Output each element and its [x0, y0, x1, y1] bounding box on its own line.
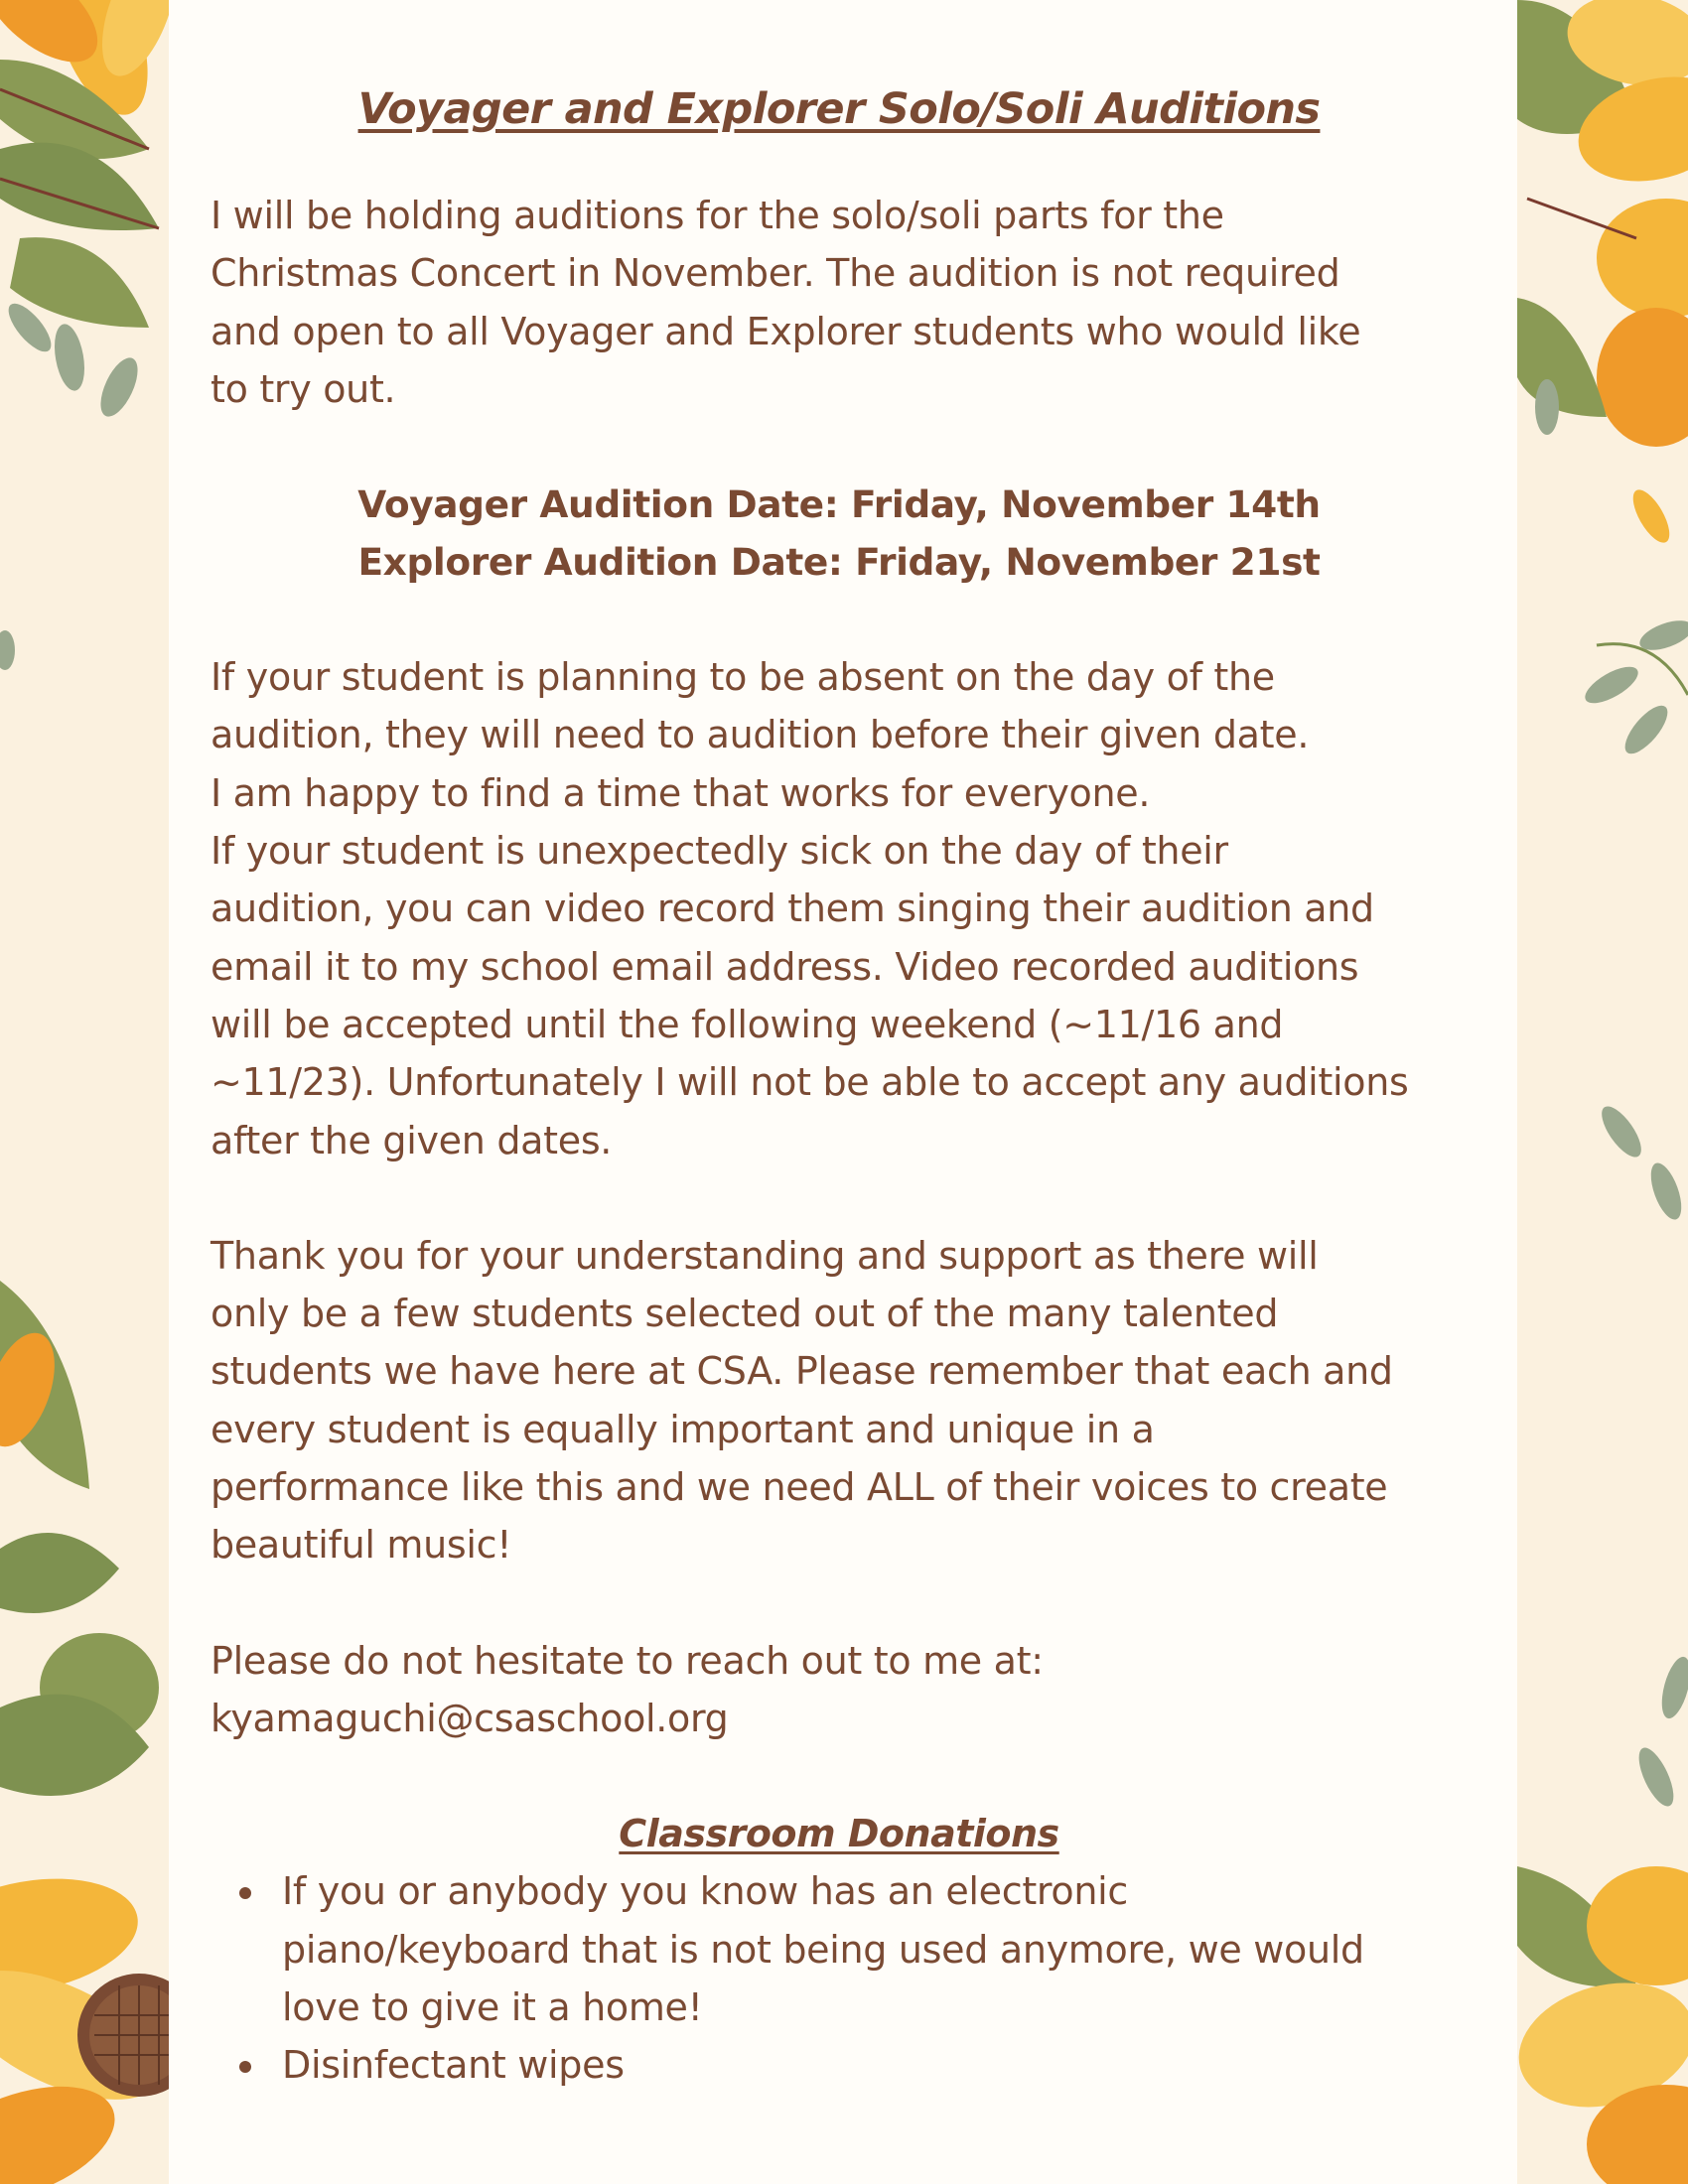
- paragraph-line: Christmas Concert in November. The audition is not required: [211, 251, 1340, 296]
- paragraph-line: audition, you can video record them singing their audition and: [211, 887, 1374, 931]
- list-item-line: Disinfectant wipes: [282, 2043, 625, 2088]
- paragraph-line: performance like this and we need ALL of their voices to create: [211, 1465, 1388, 1510]
- paragraph-line: after the given dates.: [211, 1118, 613, 1162]
- paragraph-line: email it to my school email address. Video recorded auditions: [211, 944, 1359, 989]
- donations-heading: Classroom Donations: [619, 1812, 1059, 1856]
- paragraph-line: and open to all Voyager and Explorer students who would like: [211, 309, 1361, 353]
- spacer: [211, 1747, 1468, 1805]
- flower-bottom-right: [1517, 1866, 1688, 2184]
- floral-illustration-left: [0, 0, 169, 2184]
- flyer-page: [169, 0, 1517, 2184]
- thanks-paragraph: [211, 1227, 1468, 1574]
- paragraph-line: I am happy to find a time that works for everyone.: [211, 770, 1151, 815]
- audition-dates: [211, 476, 1468, 591]
- flower-bottom-left: [0, 1281, 169, 2184]
- paragraph-line: ~11/23). Unfortunately I will not be able to accept any auditions: [211, 1060, 1409, 1105]
- sprig-mid-right: [1595, 1101, 1688, 1812]
- paragraph-line: students we have here at CSA. Please remember that each and: [211, 1349, 1393, 1394]
- list-item-line: piano/keyboard that is not being used anymore, we would: [282, 1927, 1364, 1972]
- paragraph-line: If your student is planning to be absent on the day of the: [211, 655, 1275, 700]
- spacer: [211, 1169, 1468, 1227]
- list-item: [211, 1862, 1468, 2036]
- explorer-audition-date: Explorer Audition Date: Friday, November 21st: [357, 540, 1321, 585]
- paragraph-line: audition, they will need to audition before their given date.: [211, 713, 1310, 757]
- voyager-audition-date: Voyager Audition Date: Friday, November 14th: [357, 482, 1321, 527]
- flower-top-right: [1517, 0, 1688, 548]
- paragraph-line: will be accepted until the following weekend (~11/16 and: [211, 1002, 1284, 1046]
- paragraph-line: If your student is unexpectedly sick on the day of their: [211, 829, 1228, 874]
- contact-prompt: Please do not hesitate to reach out to me at:: [211, 1638, 1044, 1683]
- spacer: [211, 418, 1468, 476]
- leaf-cluster-top-left: [0, 60, 159, 422]
- paragraph-line: to try out.: [211, 366, 396, 411]
- list-item-line: love to give it a home!: [282, 1984, 703, 2029]
- paragraph-line: Thank you for your understanding and support as there will: [211, 1233, 1319, 1278]
- paragraph-line: beautiful music!: [211, 1523, 512, 1568]
- list-item-line: If you or anybody you know has an electronic: [282, 1869, 1129, 1914]
- paragraph-line: every student is equally important and unique in a: [211, 1407, 1155, 1451]
- absence-paragraph: [211, 648, 1468, 1169]
- list-item: [211, 2036, 1468, 2094]
- left-floral-border: [0, 0, 169, 2184]
- contact-email[interactable]: kyamaguchi@csaschool.org: [211, 1696, 729, 1740]
- floral-illustration-right: [1517, 0, 1688, 2184]
- paragraph-line: I will be holding auditions for the solo/soli parts for the: [211, 194, 1224, 237]
- donations-list: [211, 1862, 1468, 2094]
- spacer: [211, 591, 1468, 648]
- sprig-mid-left: [0, 630, 15, 670]
- sprig-upper-right: [1580, 614, 1688, 760]
- right-floral-border: [1517, 0, 1688, 2184]
- paragraph-line: only be a few students selected out of the many talented: [211, 1292, 1279, 1336]
- page-title: Voyager and Explorer Solo/Soli Auditions: [357, 84, 1321, 134]
- contact-paragraph: [211, 1632, 1468, 1748]
- spacer: [211, 1574, 1468, 1632]
- intro-paragraph: [211, 187, 1468, 418]
